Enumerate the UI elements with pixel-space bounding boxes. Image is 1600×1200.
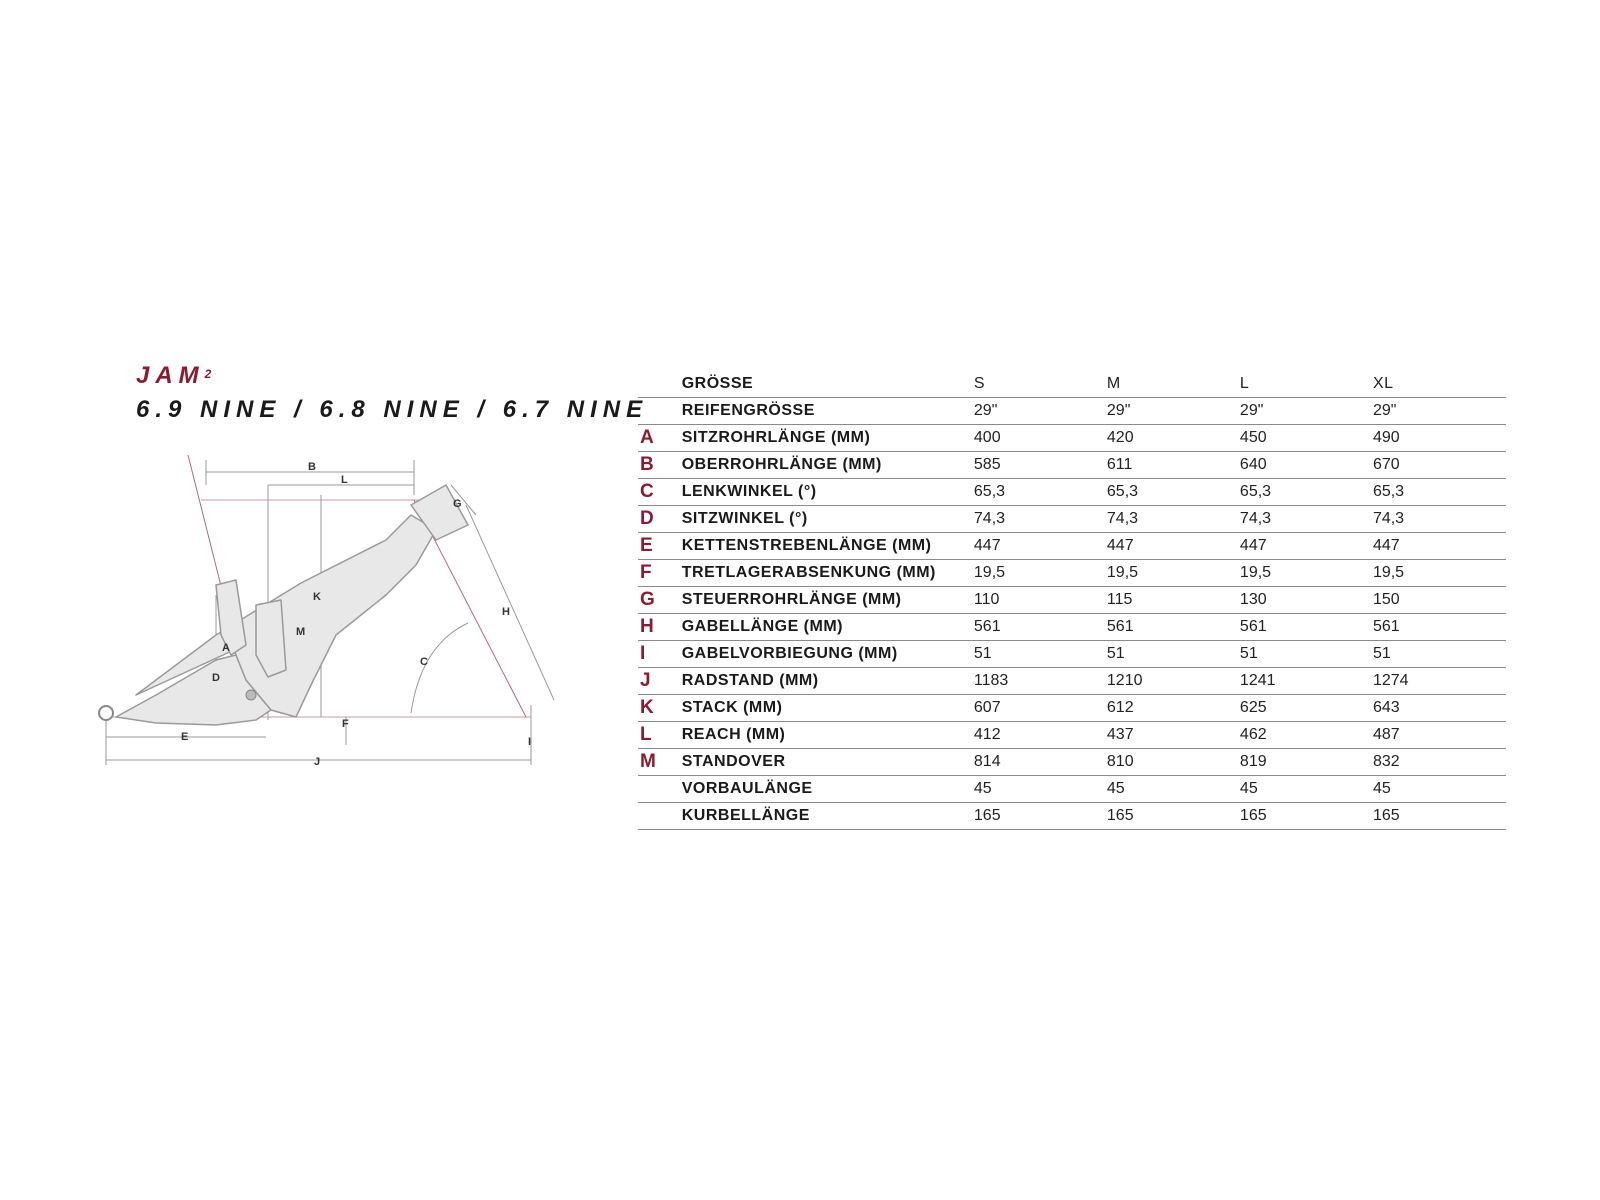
table-row	[638, 803, 1506, 830]
table-row	[638, 776, 1506, 803]
value-cell: 51	[1240, 641, 1373, 668]
value-cell: 1274	[1373, 668, 1506, 695]
dim-label-a: A	[222, 642, 230, 654]
table-row	[638, 749, 1506, 776]
value-cell: 400	[974, 425, 1107, 452]
dimension-label: REIFENGRÖSSE	[682, 398, 974, 425]
value-cell: 45	[1240, 776, 1373, 803]
value-cell: 625	[1240, 695, 1373, 722]
value-cell: 165	[1240, 803, 1373, 830]
geometry-table	[638, 371, 1506, 830]
value-cell: 612	[1107, 695, 1240, 722]
table-row	[638, 533, 1506, 560]
header-size-xl: XL	[1373, 371, 1506, 398]
value-cell: 412	[974, 722, 1107, 749]
value-cell: 19,5	[1373, 560, 1506, 587]
value-cell: 115	[1107, 587, 1240, 614]
dim-label-d: D	[212, 672, 220, 684]
value-cell: 462	[1240, 722, 1373, 749]
value-cell: 45	[1373, 776, 1506, 803]
value-cell: 420	[1107, 425, 1240, 452]
value-cell: 447	[974, 533, 1107, 560]
dimension-letter: E	[638, 533, 682, 560]
value-cell: 19,5	[1107, 560, 1240, 587]
value-cell: 45	[1107, 776, 1240, 803]
dim-label-e: E	[181, 731, 189, 743]
table-row	[638, 722, 1506, 749]
dimension-label: STANDOVER	[682, 749, 974, 776]
title-block	[136, 362, 648, 424]
value-cell: 65,3	[1240, 479, 1373, 506]
table-row	[638, 560, 1506, 587]
dimension-label: RADSTAND (MM)	[682, 668, 974, 695]
value-cell: 561	[1373, 614, 1506, 641]
value-cell: 1183	[974, 668, 1107, 695]
header-size-l: L	[1240, 371, 1373, 398]
value-cell: 150	[1373, 587, 1506, 614]
brand-title: JAM$^2$	[136, 362, 212, 389]
value-cell: 447	[1107, 533, 1240, 560]
value-cell: 165	[974, 803, 1107, 830]
dimension-letter: K	[638, 695, 682, 722]
dim-label-k: K	[313, 591, 321, 603]
brand-superscript: 2	[204, 367, 212, 381]
table-header-row	[638, 371, 1506, 398]
value-cell: 29"	[1240, 398, 1373, 425]
dim-label-c: C	[420, 656, 428, 668]
value-cell: 65,3	[974, 479, 1107, 506]
value-cell: 29"	[1107, 398, 1240, 425]
table-row	[638, 668, 1506, 695]
dimension-letter: F	[638, 560, 682, 587]
value-cell: 29"	[974, 398, 1107, 425]
dimension-label: VORBAULÄNGE	[682, 776, 974, 803]
dimension-label: GABELLÄNGE (MM)	[682, 614, 974, 641]
header-size-s: S	[974, 371, 1107, 398]
value-cell: 110	[974, 587, 1107, 614]
dimension-label: OBERROHRLÄNGE (MM)	[682, 452, 974, 479]
dimension-label: KURBELLÄNGE	[682, 803, 974, 830]
value-cell: 1210	[1107, 668, 1240, 695]
value-cell: 165	[1107, 803, 1240, 830]
dim-label-b: B	[308, 461, 316, 473]
value-cell: 640	[1240, 452, 1373, 479]
value-cell: 561	[1240, 614, 1373, 641]
header-size-label: GRÖSSE	[682, 371, 974, 398]
value-cell: 607	[974, 695, 1107, 722]
value-cell: 74,3	[1240, 506, 1373, 533]
table-row	[638, 614, 1506, 641]
dimension-letter: I	[638, 641, 682, 668]
dimension-label: GABELVORBIEGUNG (MM)	[682, 641, 974, 668]
value-cell: 74,3	[1373, 506, 1506, 533]
value-cell: 561	[1107, 614, 1240, 641]
dimension-label: LENKWINKEL (°)	[682, 479, 974, 506]
value-cell: 130	[1240, 587, 1373, 614]
dim-label-g: G	[453, 498, 462, 510]
header-letter-cell	[638, 371, 682, 398]
dimension-label: REACH (MM)	[682, 722, 974, 749]
value-cell: 585	[974, 452, 1107, 479]
value-cell: 810	[1107, 749, 1240, 776]
value-cell: 45	[974, 776, 1107, 803]
dimension-letter: G	[638, 587, 682, 614]
dimension-label: SITZROHRLÄNGE (MM)	[682, 425, 974, 452]
value-cell: 65,3	[1107, 479, 1240, 506]
dimension-letter: B	[638, 452, 682, 479]
dimension-letter: L	[638, 722, 682, 749]
dimension-label: STACK (MM)	[682, 695, 974, 722]
table-row	[638, 641, 1506, 668]
value-cell: 51	[974, 641, 1107, 668]
dimension-letter	[638, 398, 682, 425]
table-row	[638, 425, 1506, 452]
value-cell: 670	[1373, 452, 1506, 479]
dimension-letter: H	[638, 614, 682, 641]
dimension-letter: M	[638, 749, 682, 776]
table-row	[638, 479, 1506, 506]
value-cell: 165	[1373, 803, 1506, 830]
value-cell: 1241	[1240, 668, 1373, 695]
value-cell: 447	[1373, 533, 1506, 560]
value-cell: 643	[1373, 695, 1506, 722]
table-body	[638, 398, 1506, 830]
value-cell: 490	[1373, 425, 1506, 452]
value-cell: 19,5	[974, 560, 1107, 587]
dimension-letter	[638, 803, 682, 830]
dim-label-l: L	[341, 474, 348, 486]
header-size-m: M	[1107, 371, 1240, 398]
dim-label-i: I	[528, 736, 532, 748]
value-cell: 561	[974, 614, 1107, 641]
value-cell: 832	[1373, 749, 1506, 776]
value-cell: 611	[1107, 452, 1240, 479]
value-cell: 65,3	[1373, 479, 1506, 506]
value-cell: 437	[1107, 722, 1240, 749]
dim-label-h: H	[502, 606, 510, 618]
dimension-label: STEUERROHRLÄNGE (MM)	[682, 587, 974, 614]
dimension-letter: A	[638, 425, 682, 452]
value-cell: 29"	[1373, 398, 1506, 425]
value-cell: 51	[1107, 641, 1240, 668]
dimension-label: SITZWINKEL (°)	[682, 506, 974, 533]
table-row	[638, 506, 1506, 533]
value-cell: 51	[1373, 641, 1506, 668]
dimension-letter: J	[638, 668, 682, 695]
dimension-label: TRETLAGERABSENKUNG (MM)	[682, 560, 974, 587]
dim-label-f: F	[342, 718, 349, 730]
dimension-letter: C	[638, 479, 682, 506]
dimension-label: KETTENSTREBENLÄNGE (MM)	[682, 533, 974, 560]
model-names: 6.9 NINE / 6.8 NINE / 6.7 NINE	[136, 396, 649, 423]
dimension-letter: D	[638, 506, 682, 533]
value-cell: 19,5	[1240, 560, 1373, 587]
dim-label-j: J	[314, 756, 321, 768]
value-cell: 74,3	[1107, 506, 1240, 533]
table-row	[638, 695, 1506, 722]
value-cell: 814	[974, 749, 1107, 776]
frame-geometry-diagram	[96, 455, 586, 795]
table-row	[638, 587, 1506, 614]
value-cell: 487	[1373, 722, 1506, 749]
value-cell: 450	[1240, 425, 1373, 452]
table-row	[638, 452, 1506, 479]
value-cell: 447	[1240, 533, 1373, 560]
dim-label-m: M	[296, 626, 306, 638]
dimension-letter	[638, 776, 682, 803]
table-row	[638, 398, 1506, 425]
value-cell: 819	[1240, 749, 1373, 776]
value-cell: 74,3	[974, 506, 1107, 533]
